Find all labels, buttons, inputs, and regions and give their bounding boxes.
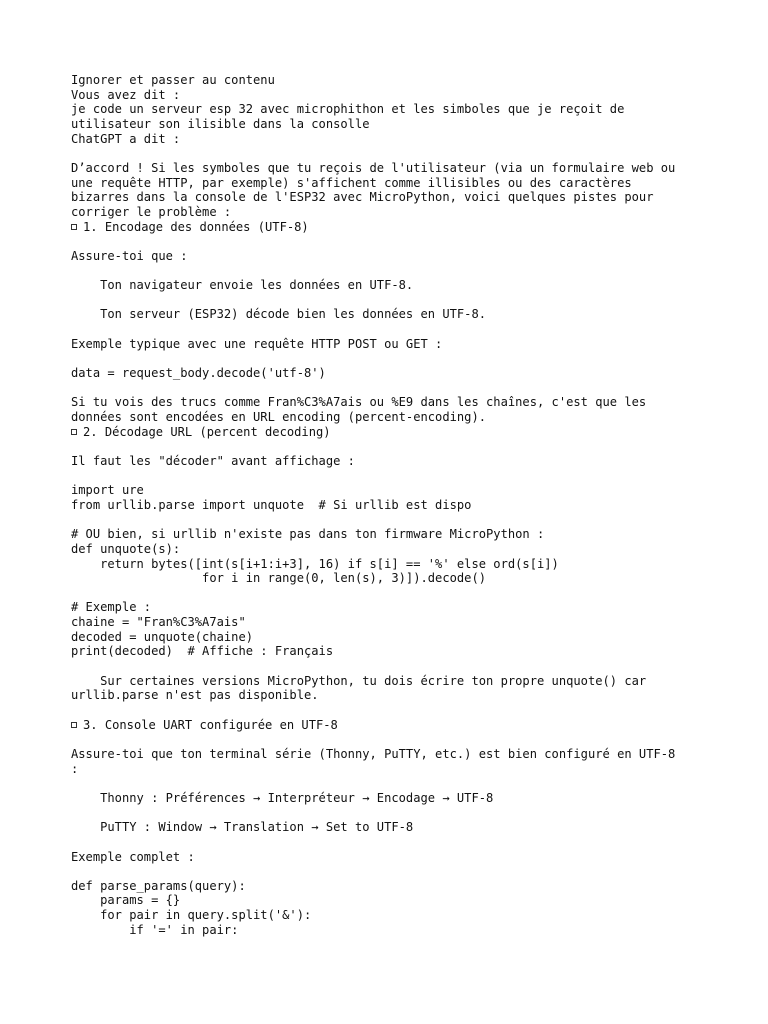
blank-line [71, 732, 711, 747]
intro-line: corriger le problème : [71, 204, 232, 219]
blank-line [71, 806, 711, 821]
user-message-line: utilisateur son ilisible dans la consolle [71, 116, 370, 131]
blank-line [71, 586, 711, 601]
blank-line [71, 264, 711, 279]
section-heading [71, 718, 711, 733]
blank-line [71, 864, 711, 879]
paragraph-line: urllib.parse n'est pas disponible. [71, 688, 319, 703]
intro-line: D’accord ! Si les symboles que tu reçois de l'utilisateur (via un formulaire web ou [71, 160, 676, 175]
code-line: params = {} [71, 893, 181, 908]
bullet-item: Thonny : Préférences → Interpréteur → Encodage → UTF-8 [71, 790, 494, 805]
blank-line [71, 146, 711, 161]
user-message-line: je code un serveur esp 32 avec microphithon et les simboles que je reçoit de [71, 102, 625, 117]
paragraph-line: Si tu vois des trucs comme Fran%C3%A7ais ou %E9 dans les chaînes, c'est que les [71, 395, 647, 410]
document-page [71, 73, 711, 937]
code-line: # Exemple : [71, 600, 152, 615]
blank-line [71, 513, 711, 528]
section-heading-text: 3. Console UART configurée en UTF-8 [83, 717, 338, 732]
assistant-label: ChatGPT a dit : [71, 131, 181, 146]
blank-line [71, 351, 711, 366]
code-line: return bytes([int(s[i+1:i+3], 16) if s[i] == '%' else ord(s[i]) [71, 556, 559, 571]
code-line: print(decoded) # Affiche : Français [71, 644, 334, 659]
code-line: # OU bien, si urllib n'existe pas dans ton firmware MicroPython : [71, 527, 545, 542]
user-label: Vous avez dit : [71, 87, 181, 102]
bullet-item: PuTTY : Window → Translation → Set to UTF-8 [71, 820, 414, 835]
paragraph: Il faut les "décoder" avant affichage : [71, 453, 355, 468]
code-line: chaine = "Fran%C3%A7ais" [71, 615, 246, 630]
code-line: def parse_params(query): [71, 878, 246, 893]
code-line: decoded = unquote(chaine) [71, 629, 254, 644]
paragraph: Assure-toi que : [71, 248, 188, 263]
square-bullet-icon [71, 722, 77, 728]
code-line: for i in range(0, len(s), 3)]).decode() [71, 571, 487, 586]
code-line: import ure [71, 483, 144, 498]
section-heading-text: 2. Décodage URL (percent decoding) [83, 424, 331, 439]
skip-link[interactable]: Ignorer et passer au contenu [71, 73, 275, 87]
blank-line [71, 234, 711, 249]
square-bullet-icon [71, 429, 77, 435]
blank-line [71, 439, 711, 454]
blank-line [71, 322, 711, 337]
paragraph-line: Sur certaines versions MicroPython, tu dois écrire ton propre unquote() car [71, 673, 647, 688]
blank-line [71, 469, 711, 484]
blank-line [71, 381, 711, 396]
section-heading [71, 220, 711, 235]
intro-line: une requête HTTP, par exemple) s'affichent comme illisibles ou des caractères [71, 175, 632, 190]
section-heading [71, 425, 711, 440]
paragraph: Exemple complet : [71, 849, 195, 864]
paragraph-line: : [71, 761, 79, 776]
paragraph-line: Assure-toi que ton terminal série (Thonny, PuTTY, etc.) est bien configuré en UTF-8 [71, 746, 676, 761]
blank-line [71, 659, 711, 674]
paragraph: Exemple typique avec une requête HTTP POST ou GET : [71, 336, 443, 351]
code-line: def unquote(s): [71, 541, 181, 556]
paragraph-line: données sont encodées en URL encoding (percent-encoding). [71, 409, 487, 424]
blank-line [71, 703, 711, 718]
code-line: for pair in query.split('&'): [71, 908, 312, 923]
bullet-item: Ton navigateur envoie les données en UTF-8. [71, 278, 414, 293]
code-line: from urllib.parse import unquote # Si urllib est dispo [71, 497, 472, 512]
code-line: data = request_body.decode('utf-8') [71, 366, 326, 381]
section-heading-text: 1. Encodage des données (UTF-8) [83, 219, 309, 234]
intro-line: bizarres dans la console de l'ESP32 avec MicroPython, voici quelques pistes pour [71, 190, 654, 205]
blank-line [71, 293, 711, 308]
bullet-item: Ton serveur (ESP32) décode bien les données en UTF-8. [71, 307, 487, 322]
code-line: if '=' in pair: [71, 922, 239, 937]
square-bullet-icon [71, 224, 77, 230]
blank-line [71, 835, 711, 850]
blank-line [71, 776, 711, 791]
